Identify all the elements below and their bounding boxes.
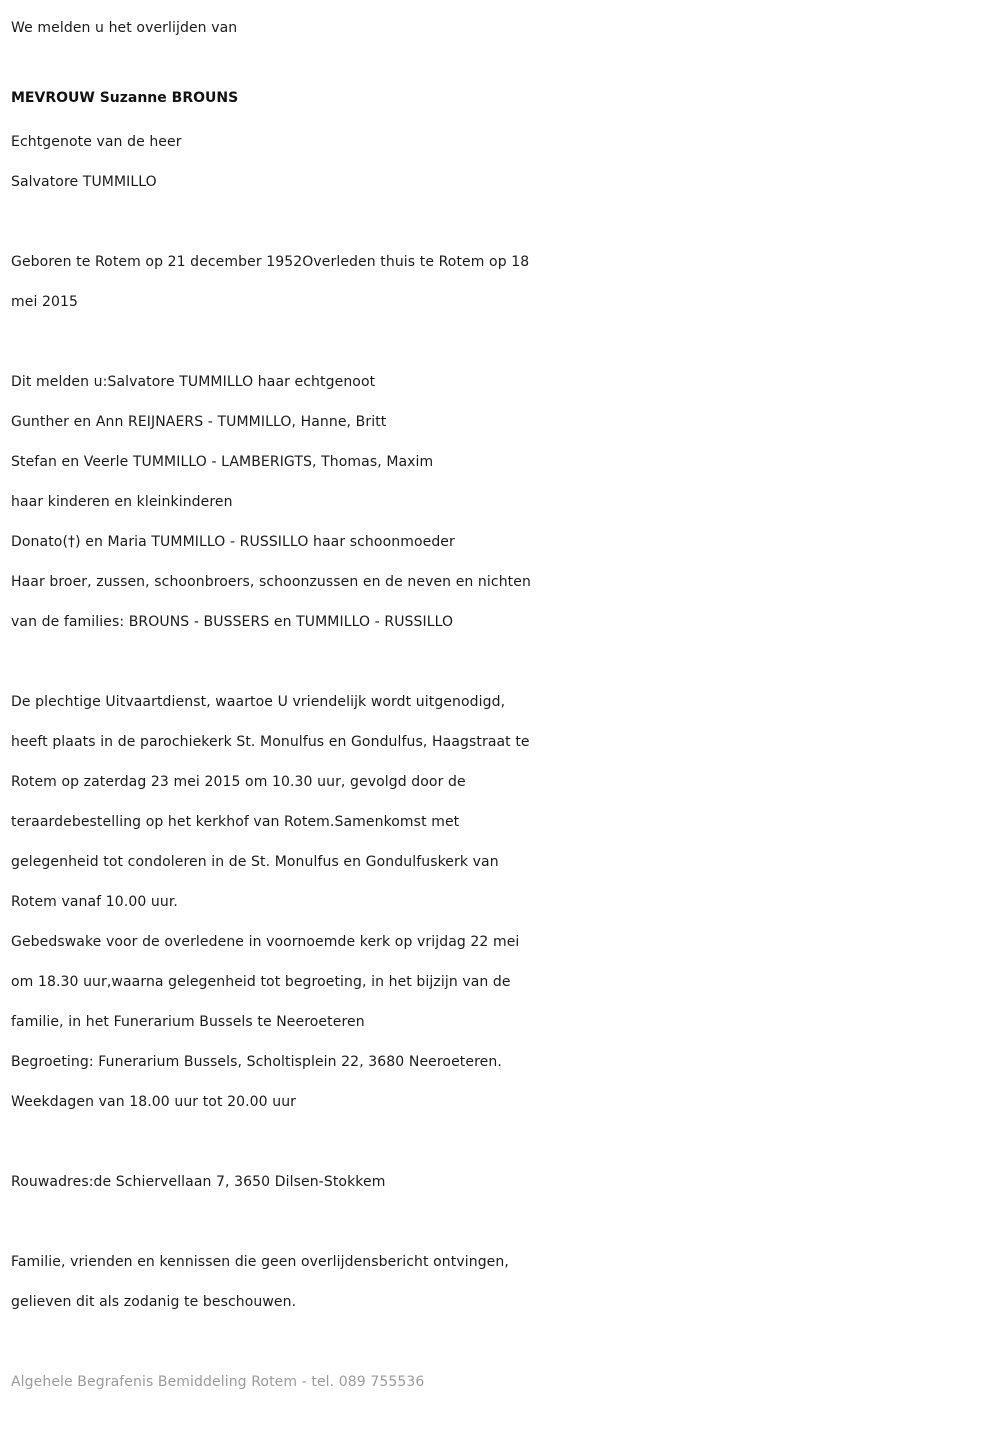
service-section (11, 682, 1000, 1122)
deceased-name: MEVROUW Suzanne BROUNS (11, 90, 239, 106)
family-section (11, 362, 1000, 642)
birth-death-line-1: Geboren te Rotem op 21 december 1952Overleden thuis te Rotem op 18 (11, 254, 530, 270)
family-line: Donato(†) en Maria TUMMILLO - RUSSILLO haar schoonmoeder (11, 534, 455, 550)
birth-death-line-2: mei 2015 (11, 294, 79, 310)
notice-line-2: gelieven dit als zodanig te beschouwen. (11, 1294, 297, 1310)
service-line: Rotem op zaterdag 23 mei 2015 om 10.30 uur, gevolgd door de (11, 774, 466, 790)
service-line: De plechtige Uitvaartdienst, waartoe U vriendelijk wordt uitgenodigd, (11, 694, 506, 710)
mourning-address: Rouwadres:de Schiervellaan 7, 3650 Dilsen-Stokkem (11, 1174, 386, 1190)
service-line: Rotem vanaf 10.00 uur. (11, 894, 178, 910)
spouse-line-1: Echtgenote van de heer (11, 134, 182, 150)
service-line: Begroeting: Funerarium Bussels, Scholtisplein 22, 3680 Neeroeteren. (11, 1054, 502, 1070)
funeral-home-footer: Algehele Begrafenis Bemiddeling Rotem - tel. 089 755536 (11, 1374, 425, 1390)
service-line: heeft plaats in de parochiekerk St. Monulfus en Gondulfus, Haagstraat te (11, 734, 530, 750)
spacer (11, 1322, 1000, 1362)
service-line: Gebedswake voor de overledene in voornoemde kerk op vrijdag 22 mei (11, 934, 520, 950)
spacer (11, 1122, 1000, 1162)
notice-line-1: Familie, vrienden en kennissen die geen overlijdensbericht ontvingen, (11, 1254, 509, 1270)
spacer (11, 1202, 1000, 1242)
family-line: Gunther en Ann REIJNAERS - TUMMILLO, Hanne, Britt (11, 414, 387, 430)
family-line: Dit melden u:Salvatore TUMMILLO haar echtgenoot (11, 374, 376, 390)
family-line: Haar broer, zussen, schoonbroers, schoonzussen en de neven en nichten (11, 574, 531, 590)
intro-text: We melden u het overlijden van (11, 20, 238, 36)
service-line: familie, in het Funerarium Bussels te Neeroeteren (11, 1014, 365, 1030)
service-line: teraardebestelling op het kerkhof van Rotem.Samenkomst met (11, 814, 460, 830)
service-line: gelegenheid tot condoleren in de St. Monulfus en Gondulfuskerk van (11, 854, 499, 870)
family-line: haar kinderen en kleinkinderen (11, 494, 233, 510)
family-line: Stefan en Veerle TUMMILLO - LAMBERIGTS, Thomas, Maxim (11, 454, 434, 470)
service-line: Weekdagen van 18.00 uur tot 20.00 uur (11, 1094, 297, 1110)
family-line: van de families: BROUNS - BUSSERS en TUMMILLO - RUSSILLO (11, 614, 454, 630)
service-line: om 18.30 uur,waarna gelegenheid tot begroeting, in het bijzijn van de (11, 974, 511, 990)
spouse-line-2: Salvatore TUMMILLO (11, 174, 157, 190)
spacer (11, 322, 1000, 362)
spacer (11, 202, 1000, 242)
spacer (11, 642, 1000, 682)
